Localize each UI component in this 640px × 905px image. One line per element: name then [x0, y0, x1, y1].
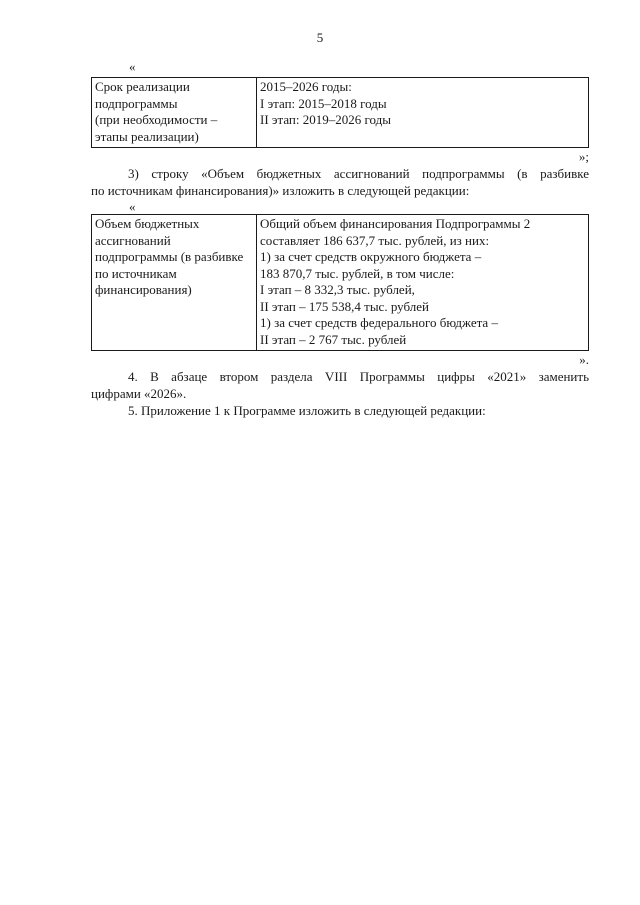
- term-label-line: этапы реализации): [95, 128, 199, 144]
- term-label-cell: [92, 78, 257, 148]
- budget-value-line: составляет 186 637,7 тыс. рублей, из них:: [260, 232, 490, 248]
- term-label-line: подпрограммы: [95, 95, 178, 111]
- item-4-line-1: 4. В абзаце втором раздела VIII Программы цифры «2021» заменить: [128, 369, 589, 384]
- item-4-paragraph: [91, 368, 589, 402]
- budget-value-line: 183 870,7 тыс. рублей, в том числе:: [260, 265, 455, 281]
- budget-value-line: Общий объем финансирования Подпрограммы 2: [260, 216, 531, 231]
- item-3-line-2: по источникам финансирования)» изложить в следующей редакции:: [91, 183, 470, 198]
- closing-quote-2: ».: [579, 352, 589, 367]
- term-label-line: (при необходимости –: [95, 112, 218, 127]
- item-5-line-1: 5. Приложение 1 к Программе изложить в следующей редакции:: [128, 403, 486, 418]
- table-row: [92, 78, 589, 148]
- item-3-paragraph: [91, 165, 589, 199]
- opening-quote-2: «: [129, 199, 136, 214]
- budget-value-cell: [257, 215, 589, 351]
- term-label-line: Срок реализации: [95, 79, 190, 94]
- closing-quote-1: »;: [578, 149, 589, 164]
- item-5-paragraph: [91, 402, 589, 419]
- budget-label-line: ассигнований: [95, 232, 171, 248]
- term-table: [91, 77, 589, 148]
- item-3-line-1: 3) строку «Объем бюджетных ассигнований подпрограммы (в разбивке: [128, 166, 589, 181]
- budget-label-cell: [92, 215, 257, 351]
- term-value-line: 2015–2026 годы:: [260, 79, 352, 94]
- term-value-line: I этап: 2015–2018 годы: [260, 95, 387, 111]
- budget-value-line: 1) за счет средств окружного бюджета –: [260, 249, 482, 264]
- budget-label-line: финансирования): [95, 282, 192, 297]
- budget-value-line: II этап – 175 538,4 тыс. рублей: [260, 298, 429, 314]
- budget-label-line: Объем бюджетных: [95, 216, 200, 231]
- budget-value-line: I этап – 8 332,3 тыс. рублей,: [260, 282, 415, 297]
- item-4-line-2: цифрами «2026».: [91, 386, 187, 401]
- budget-table: [91, 214, 589, 351]
- term-value-cell: [257, 78, 589, 148]
- page-number: 5: [316, 30, 324, 45]
- term-value-line: II этап: 2019–2026 годы: [260, 112, 391, 127]
- budget-value-line: 1) за счет средств федерального бюджета –: [260, 315, 498, 330]
- budget-value-line: II этап – 2 767 тыс. рублей: [260, 331, 407, 347]
- budget-label-line: по источникам: [95, 265, 177, 281]
- table-row: [92, 215, 589, 351]
- opening-quote-1: «: [129, 59, 136, 74]
- budget-label-line: подпрограммы (в разбивке: [95, 249, 244, 264]
